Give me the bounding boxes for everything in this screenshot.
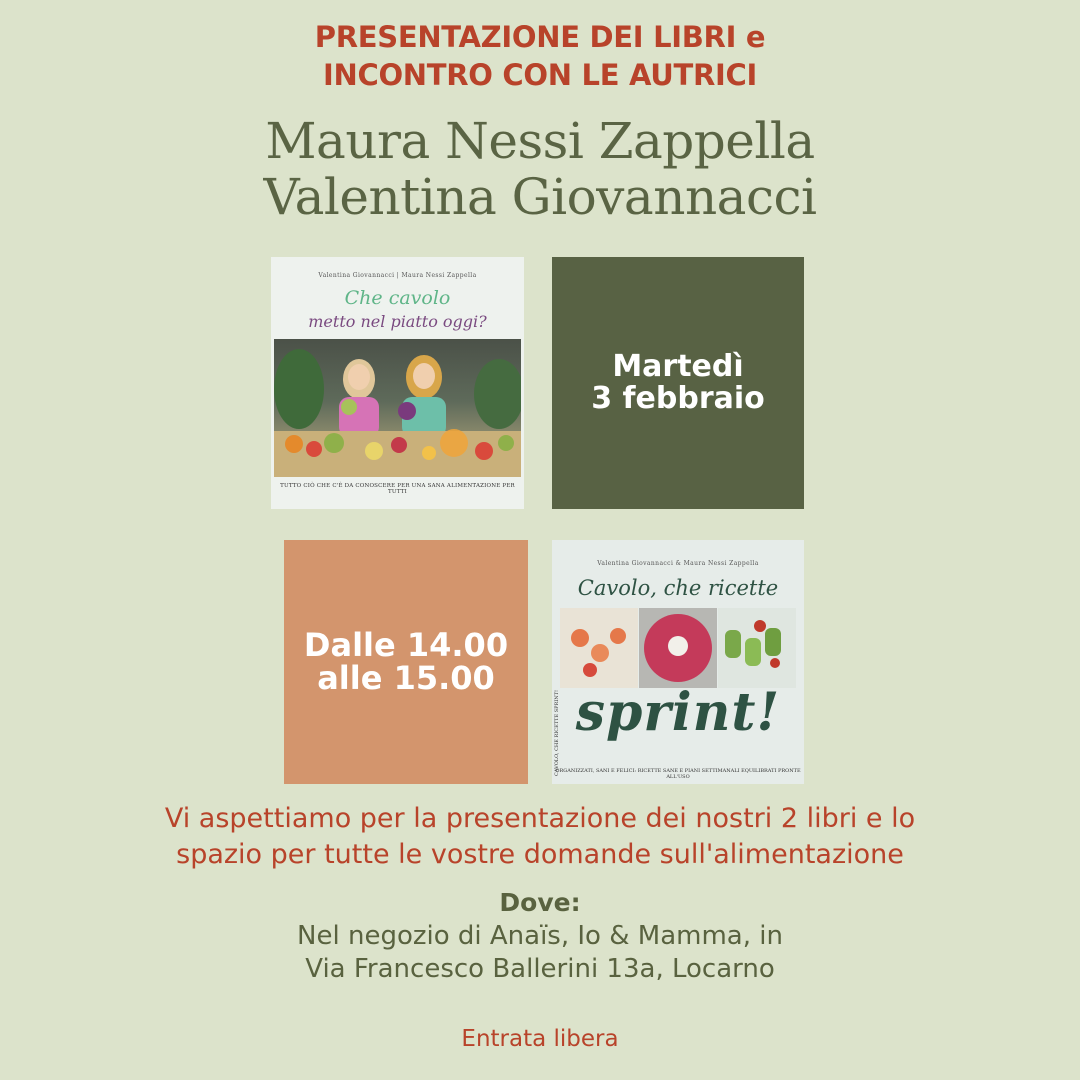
header-line-2: INCONTRO CON LE AUTRICI (323, 58, 757, 92)
date-tile (552, 257, 804, 509)
invitation-text (0, 801, 1080, 873)
time-end: alle 15.00 (317, 659, 495, 697)
date-weekday: Martedì (612, 349, 744, 384)
address-line-1: Nel negozio di Anaïs, Io & Mamma, in (297, 921, 783, 951)
book2-title: Cavolo, che ricette (577, 576, 779, 600)
free-entry-note: Entrata libera (461, 1026, 619, 1052)
location-label: Dove: (499, 888, 581, 917)
recipe-photos-illustration (560, 608, 796, 688)
invitation-line-1: Vi aspettiamo per la presentazione dei nostri 2 libri e lo (164, 803, 916, 834)
book2-authors: Valentina Giovannacci & Maura Nessi Zappella (597, 560, 759, 567)
authors-photo-illustration (274, 339, 521, 477)
book-cover-cavolo-che-ricette (552, 540, 804, 784)
book2-cover-photos (560, 608, 796, 688)
time-tile (284, 540, 528, 784)
book2-title-sprint: sprint! (575, 682, 781, 743)
book1-subtitle: TUTTO CIÒ CHE C'È DA CONOSCERE PER UNA SANA ALIMENTAZIONE PER TUTTI (280, 483, 515, 495)
date-day: 3 febbraio (591, 381, 765, 416)
book2-spine-text: CAVOLO, CHE RICETTE SPRINT! (554, 690, 560, 777)
author-names (0, 113, 1080, 225)
event-header (0, 18, 1080, 94)
time-start: Dalle 14.00 (303, 626, 509, 664)
book1-authors: Valentina Giovannacci | Maura Nessi Zappella (318, 272, 477, 279)
book2-subtitle: ORGANIZZATI, SANI E FELICI: RICETTE SANE E PIANI SETTIMANALI EQUILIBRATI PRONTE ALL'USO (555, 768, 801, 780)
header-line-1: PRESENTAZIONE DEI LIBRI e (314, 20, 766, 54)
book1-title-line-1: Che cavolo (344, 287, 451, 309)
book-cover-che-cavolo (271, 257, 524, 509)
book1-title-line-2: metto nel piatto oggi? (308, 312, 487, 331)
address-line-2: Via Francesco Ballerini 13a, Locarno (305, 954, 775, 984)
author-name-2: Valentina Giovannacci (263, 168, 817, 226)
location-address (0, 920, 1080, 986)
invitation-line-2: spazio per tutte le vostre domande sull'alimentazione (176, 839, 904, 870)
book1-cover-photo (274, 339, 521, 477)
author-name-1: Maura Nessi Zappella (265, 112, 815, 170)
